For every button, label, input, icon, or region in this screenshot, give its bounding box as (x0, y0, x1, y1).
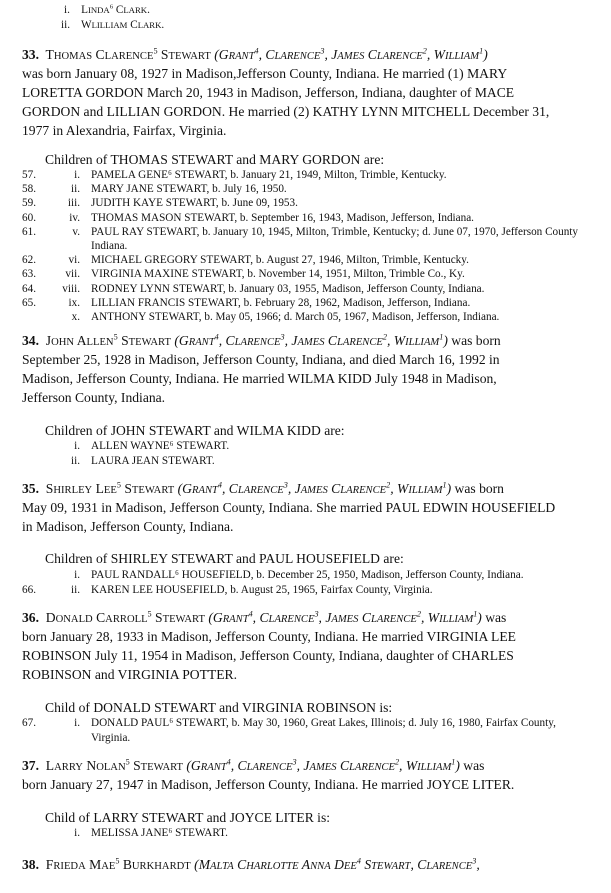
child-roman: i. (74, 440, 80, 452)
entry-38-heading: 38. FRIEDA MAE$^5$ BURKHARDT (MALTA CHARLOTTE ANNA DEE$^4$ STEWART, CLARENCE$^3$, (22, 856, 480, 872)
child-name: LINDA$^6$ CLARK. (81, 3, 150, 16)
entry-33-heading: 33. THOMAS CLARENCE$^5$ STEWART (GRANT$^4$, CLARENCE$^3$, JAMES CLARENCE$^2$, WILLIAM$^1$) (22, 46, 488, 62)
entry-36-children-header: Child of DONALD STEWART and VIRGINIA ROBINSON is: (45, 700, 393, 715)
entry-35-children-header: Children of SHIRLEY STEWART and PAUL HOUSEFIELD are: (45, 551, 404, 566)
child-roman: vii. (65, 268, 80, 281)
child-number: 62. (22, 254, 36, 267)
child-number: 65. (22, 296, 36, 309)
child-entry: PAUL RAY STEWART, b. January 10, 1945, Milton, Trimble, Kentucky; d. June 07, 1970, Jefferson County (91, 225, 579, 238)
entry-36-line: ROBINSON July 11, 1954 in Madison, Jefferson County, Indiana, daughter of CHARLES (22, 648, 514, 663)
child-number: 57. (22, 169, 36, 181)
child-number: 67. (22, 717, 36, 729)
child-entry: Virginia. (91, 731, 131, 744)
child-entry: PAMELA GENE⁶ STEWART, b. January 21, 1949, Milton, Trimble, Kentucky. (91, 169, 447, 181)
entry-34-line: September 25, 1928 in Madison, Jefferson County, Indiana, and died March 16, 1992 in (22, 352, 500, 367)
entry-37-line: born January 27, 1947 in Madison, Jefferson County, Indiana. He married JOYCE LITER. (22, 777, 515, 792)
entry-36-heading: 36. DONALD CARROLL$^5$ STEWART (GRANT$^4$, CLARENCE$^3$, JAMES CLARENCE$^2$, WILLIAM$^1$) was (22, 609, 507, 625)
child-entry: KAREN LEE HOUSEFIELD, b. August 25, 1965, Fairfax County, Virginia. (91, 583, 433, 596)
entry-34-heading: 34. JOHN ALLEN$^5$ STEWART (GRANT$^4$, CLARENCE$^3$, JAMES CLARENCE$^2$, WILLIAM$^1$) was born (22, 332, 501, 348)
entry-37-children-header: Child of LARRY STEWART and JOYCE LITER is: (45, 810, 331, 825)
child-number: 59. (22, 197, 36, 210)
child-roman: iv. (69, 211, 80, 224)
entry-36-line: born January 28, 1933 in Madison, Jefferson County, Indiana. He married VIRGINIA LEE (22, 629, 516, 644)
child-entry: MICHAEL GREGORY STEWART, b. August 27, 1946, Milton, Trimble, Kentucky. (91, 254, 469, 267)
child-number: 58. (22, 183, 36, 196)
entry-34-line: Jefferson County, Indiana. (22, 390, 166, 405)
entry-35-heading: 35. SHIRLEY LEE$^5$ STEWART (GRANT$^4$, CLARENCE$^3$, JAMES CLARENCE$^2$, WILLIAM$^1$) was born (22, 480, 504, 496)
child-entry: PAUL RANDALL⁶ HOUSEFIELD, b. December 25, 1950, Madison, Jefferson County, Indiana. (91, 569, 524, 581)
child-roman: ix. (68, 296, 80, 309)
top-child-1 (64, 4, 150, 16)
child-entry: DONALD PAUL⁶ STEWART, b. May 30, 1960, Great Lakes, Illinois; d. July 16, 1980, Fairfax County, (91, 717, 556, 729)
child-number: 64. (22, 282, 36, 295)
entry-33-line: 1977 in Alexandria, Fairfax, Virginia. (22, 123, 227, 138)
child-number: 61. (22, 225, 36, 238)
child-roman: i. (74, 717, 80, 729)
entry-35-line: in Madison, Jefferson County, Indiana. (22, 519, 234, 534)
roman: ii. (61, 19, 71, 31)
child-entry: JUDITH KAYE STEWART, b. June 09, 1953. (91, 197, 298, 210)
child-entry: ALLEN WAYNE⁶ STEWART. (91, 440, 230, 452)
child-roman: ii. (70, 454, 80, 467)
child-number: 66. (22, 583, 36, 596)
entry-34-children-header: Children of JOHN STEWART and WILMA KIDD are: (45, 423, 345, 438)
child-number: 60. (22, 211, 36, 224)
entry-36-line: ROBINSON and VIRGINIA POTTER. (22, 667, 237, 682)
child-entry: LILLIAN FRANCIS STEWART, b. February 28, 1962, Madison, Jefferson, Indiana. (91, 296, 471, 309)
entry-33-line: was born January 08, 1927 in Madison,Jefferson County, Indiana. He married (1) MARY (22, 66, 508, 81)
child-entry: LAURA JEAN STEWART. (91, 454, 215, 467)
entry-33-line: GORDON and LILLIAN GORDON. He married (2) KATHY LYNN MITCHELL December 31, (22, 104, 550, 119)
child-roman: i. (74, 169, 80, 181)
child-roman: x. (71, 311, 80, 323)
top-child-2 (61, 19, 164, 31)
child-roman: ii. (70, 583, 80, 596)
entry-33-line: LORETTA GORDON March 20, 1943 in Madison, Jefferson, Indiana, daughter of MACE (22, 85, 515, 100)
entry-33-children-header: Children of THOMAS STEWART and MARY GORDON are: (45, 152, 385, 167)
child-roman: v. (72, 225, 80, 238)
entry-37-heading: 37. LARRY NOLAN$^5$ STEWART (GRANT$^4$, CLARENCE$^3$, JAMES CLARENCE$^2$, WILLIAM$^1$) was (22, 757, 485, 773)
child-number: 63. (22, 268, 36, 281)
child-entry: ANTHONY STEWART, b. May 05, 1966; d. March 05, 1967, Madison, Jefferson, Indiana. (91, 311, 500, 323)
child-roman: vi. (68, 254, 80, 267)
child-name: WLILLIAM CLARK. (81, 19, 165, 31)
child-entry: MARY JANE STEWART, b. July 16, 1950. (91, 183, 287, 196)
child-entry: THOMAS MASON STEWART, b. September 16, 1943, Madison, Jefferson, Indiana. (91, 211, 474, 224)
child-entry: Indiana. (91, 240, 128, 252)
roman: i. (64, 4, 70, 16)
child-roman: i. (74, 827, 80, 839)
child-roman: iii. (67, 197, 80, 210)
child-entry: RODNEY LYNN STEWART, b. January 03, 1955, Madison, Jefferson County, Indiana. (91, 282, 485, 295)
child-entry: MELISSA JANE⁶ STEWART. (91, 827, 228, 839)
entry-35-line: May 09, 1931 in Madison, Jefferson County, Indiana. She married PAUL EDWIN HOUSEFIELD (22, 500, 556, 515)
child-roman: ii. (70, 183, 80, 196)
entry-34-line: Madison, Jefferson County, Indiana. He married WILMA KIDD July 1948 in Madison, (22, 371, 497, 386)
child-entry: VIRGINIA MAXINE STEWART, b. November 14, 1951, Milton, Trimble Co., Ky. (91, 268, 465, 281)
child-roman: i. (74, 569, 80, 581)
child-roman: viii. (62, 282, 80, 295)
